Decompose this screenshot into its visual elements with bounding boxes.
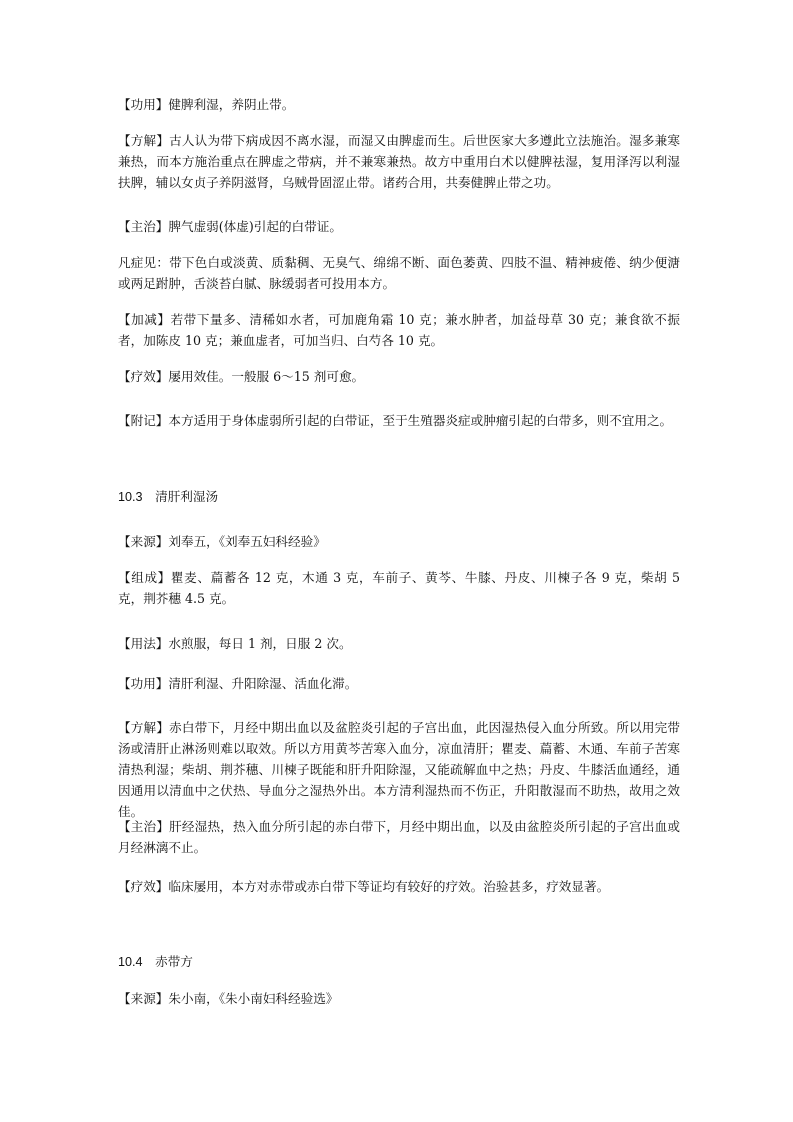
paragraph-efficacy: 【疗效】临床屡用，本方对赤带或赤白带下等证均有较好的疗效。治验甚多，疗效显著。 — [118, 879, 610, 894]
paragraph-indication: 【主治】肝经湿热，热入血分所引起的赤白带下，月经中期出血，以及由盆腔炎所引起的子宫出血或月经淋漓不止。 — [118, 819, 680, 855]
paragraph-explanation: 【方解】古人认为带下病成因不离水湿，而湿又由脾虚而生。后世医家大多遵此立法施治。湿多兼寒兼热，而本方施治重点在脾虚之带病，并不兼寒兼热。故方中重用白术以健脾祛湿，复用泽泻以利湿扶脾，辅以女贞子养阴滋肾，乌贼骨固涩止带。诸药合用，共奏健脾止带之功。 — [118, 133, 680, 190]
paragraph-note: 【附记】本方适用于身体虚弱所引起的白带证，至于生殖器炎症或肿瘤引起的白带多，则不宜用之。 — [118, 413, 673, 428]
paragraph-symptoms: 凡症见：带下色白或淡黄、质黏稠、无臭气、绵绵不断、面色萎黄、四肢不温、精神疲倦、纳少便溏或两足跗肿，舌淡苔白腻、脉缓弱者可投用本方。 — [118, 255, 680, 291]
paragraph-composition: 【组成】瞿麦、萹蓄各 12 克，木通 3 克，车前子、黄芩、牛膝、丹皮、川楝子各 9 克，柴胡 5 克，荆芥穗 4.5 克。 — [118, 570, 680, 606]
paragraph-effect: 【功用】健脾利湿，养阴止带。 — [118, 97, 295, 112]
section-heading-10-3: 10.3 清肝利湿汤 — [118, 490, 219, 504]
paragraph-modification: 【加减】若带下量多、清稀如水者，可加鹿角霜 10 克；兼水肿者，加益母草 30 克；兼食欲不振者，加陈皮 10 克；兼血虚者，可加当归、白芍各 10 克。 — [118, 312, 680, 348]
paragraph-efficacy: 【疗效】屡用效佳。一般服 6～15 剂可愈。 — [118, 369, 365, 384]
paragraph-source: 【来源】刘奉五，《刘奉五妇科经验》 — [118, 534, 326, 549]
paragraph-usage: 【用法】水煎服，每日 1 剂，日服 2 次。 — [118, 636, 352, 651]
paragraph-effect: 【功用】清肝利湿、升阳除湿、活血化滞。 — [118, 676, 358, 691]
paragraph-explanation: 【方解】赤白带下，月经中期出血以及盆腔炎引起的子宫出血，此因湿热侵入血分所致。所以用完带汤或清肝止淋汤则难以取效。所以方用黄芩苦寒入血分，凉血清肝；瞿麦、萹蓄、木通、车前子苦寒清热利湿；柴胡、荆芥穗、川楝子既能和肝升阳除湿，又能疏解血中之热；丹皮、牛膝活血通经，通因通用以清血中之伏热、导血分之湿热外出。本方清利湿热而不伤正，升阳散湿而不助热，故用之效佳。 — [118, 720, 680, 819]
section-heading-10-4: 10.4 赤带方 — [118, 955, 193, 969]
paragraph-source: 【来源】朱小南，《朱小南妇科经验选》 — [118, 991, 339, 1006]
paragraph-indication: 【主治】脾气虚弱(体虚)引起的白带证。 — [118, 219, 342, 234]
